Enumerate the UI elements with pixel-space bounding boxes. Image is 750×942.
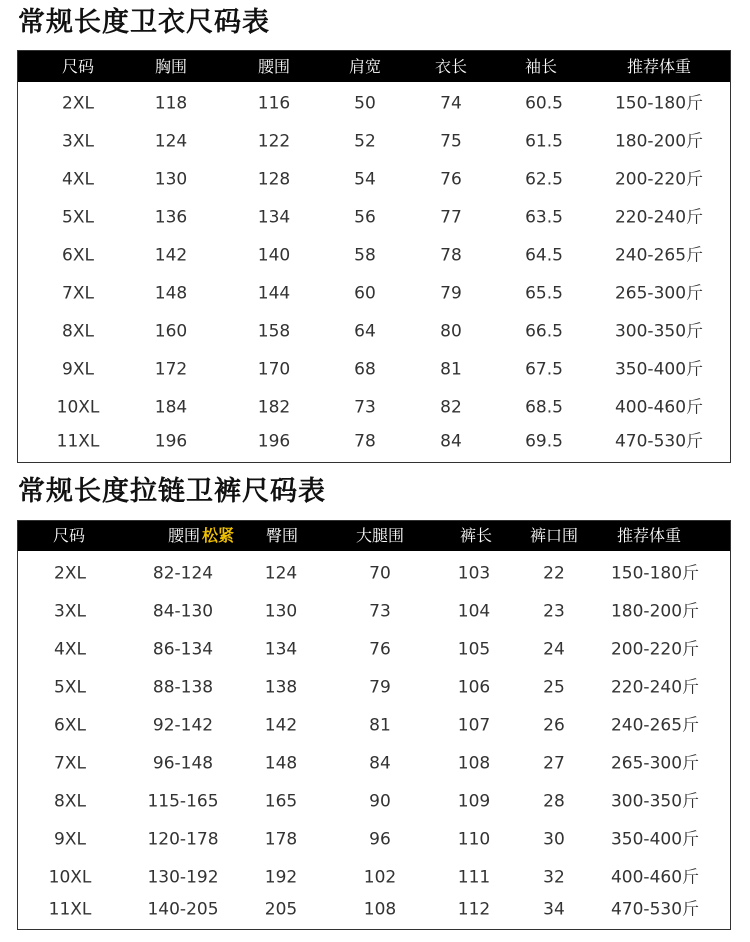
table-cell: 73	[369, 601, 391, 622]
table-cell: 30	[543, 829, 565, 850]
table-cell: 115-165	[147, 791, 219, 812]
column-header-label: 胸围	[154, 56, 188, 76]
table-cell: 34	[543, 899, 565, 920]
table-cell: 63.5	[525, 207, 563, 228]
table-cell: 64	[354, 321, 376, 342]
table-cell: 62.5	[525, 169, 563, 190]
column-header	[168, 528, 234, 544]
table-cell: 77	[440, 207, 462, 228]
table-cell: 3XL	[62, 131, 94, 152]
table-cell: 7XL	[54, 753, 86, 774]
hoodie-size-table	[17, 50, 731, 463]
column-header-label: 袖长	[524, 56, 558, 76]
table-cell: 103	[457, 563, 491, 584]
table-cell: 265-300斤	[614, 283, 704, 304]
pants-table-header	[18, 521, 730, 551]
table-cell: 148	[264, 753, 298, 774]
table-cell: 105	[457, 639, 491, 660]
table-cell: 90	[369, 791, 391, 812]
table-cell: 75	[440, 131, 462, 152]
table-cell: 108	[457, 753, 491, 774]
pants-size-chart-title: 常规长度拉链卫裤尺码表	[18, 476, 326, 507]
table-cell: 61.5	[525, 131, 563, 152]
table-cell: 74	[440, 93, 462, 114]
table-cell: 73	[354, 397, 376, 418]
table-cell: 400-460斤	[614, 397, 704, 418]
table-cell: 300-350斤	[614, 321, 704, 342]
table-cell: 150-180斤	[610, 563, 700, 584]
table-cell: 130	[154, 169, 188, 190]
table-cell: 84	[440, 431, 462, 452]
table-cell: 60	[354, 283, 376, 304]
table-cell: 67.5	[525, 359, 563, 380]
table-cell: 134	[257, 207, 291, 228]
column-header-label: 腰围	[167, 526, 200, 545]
column-header-label: 肩宽	[348, 56, 382, 76]
column-header	[53, 528, 85, 544]
table-cell: 81	[440, 359, 462, 380]
table-cell: 118	[154, 93, 188, 114]
column-header	[626, 56, 692, 76]
table-cell: 82-124	[152, 563, 214, 584]
table-cell: 81	[369, 715, 391, 736]
table-cell: 158	[257, 321, 291, 342]
table-cell: 78	[354, 431, 376, 452]
table-cell: 78	[440, 245, 462, 266]
table-cell: 69.5	[525, 431, 563, 452]
table-cell: 6XL	[54, 715, 86, 736]
table-cell: 106	[457, 677, 491, 698]
table-cell: 124	[264, 563, 298, 584]
table-cell: 220-240斤	[610, 677, 700, 698]
column-header-label: 衣长	[434, 56, 468, 76]
table-cell: 196	[257, 431, 291, 452]
table-cell: 240-265斤	[610, 715, 700, 736]
table-cell: 144	[257, 283, 291, 304]
table-cell: 79	[369, 677, 391, 698]
table-cell: 142	[264, 715, 298, 736]
column-header-label: 裤口围	[529, 526, 579, 545]
column-header-label: 大腿围	[355, 526, 405, 545]
table-cell: 130	[264, 601, 298, 622]
table-cell: 180-200斤	[614, 131, 704, 152]
table-cell: 160	[154, 321, 188, 342]
table-cell: 60.5	[525, 93, 563, 114]
table-cell: 148	[154, 283, 188, 304]
hoodie-size-chart-title: 常规长度卫衣尺码表	[18, 7, 270, 38]
column-header	[524, 56, 558, 76]
table-cell: 108	[363, 899, 397, 920]
table-cell: 124	[154, 131, 188, 152]
column-header	[61, 56, 95, 76]
table-cell: 178	[264, 829, 298, 850]
table-cell: 80	[440, 321, 462, 342]
table-cell: 192	[264, 867, 298, 888]
table-cell: 2XL	[54, 563, 86, 584]
table-cell: 9XL	[54, 829, 86, 850]
hoodie-table-header	[18, 51, 730, 82]
table-cell: 11XL	[48, 899, 92, 920]
column-header	[348, 56, 382, 76]
table-cell: 470-530斤	[614, 431, 704, 452]
table-cell: 140-205	[147, 899, 219, 920]
table-cell: 107	[457, 715, 491, 736]
table-cell: 64.5	[525, 245, 563, 266]
table-cell: 111	[457, 867, 491, 888]
table-cell: 10XL	[48, 867, 92, 888]
table-cell: 24	[543, 639, 565, 660]
table-cell: 130-192	[147, 867, 219, 888]
table-cell: 400-460斤	[610, 867, 700, 888]
table-cell: 6XL	[62, 245, 94, 266]
table-cell: 102	[363, 867, 397, 888]
table-cell: 65.5	[525, 283, 563, 304]
table-cell: 196	[154, 431, 188, 452]
table-cell: 138	[264, 677, 298, 698]
table-cell: 54	[354, 169, 376, 190]
table-cell: 84-130	[152, 601, 214, 622]
table-cell: 240-265斤	[614, 245, 704, 266]
table-cell: 9XL	[62, 359, 94, 380]
table-cell: 122	[257, 131, 291, 152]
column-header	[266, 528, 298, 544]
table-cell: 86-134	[152, 639, 214, 660]
pants-size-table	[17, 520, 731, 930]
table-cell: 76	[369, 639, 391, 660]
table-cell: 112	[457, 899, 491, 920]
table-cell: 220-240斤	[614, 207, 704, 228]
table-cell: 109	[457, 791, 491, 812]
table-cell: 128	[257, 169, 291, 190]
table-cell: 68	[354, 359, 376, 380]
table-cell: 2XL	[62, 93, 94, 114]
column-header	[617, 528, 681, 544]
table-cell: 8XL	[54, 791, 86, 812]
table-cell: 56	[354, 207, 376, 228]
column-header	[530, 528, 578, 544]
table-cell: 96	[369, 829, 391, 850]
table-cell: 4XL	[54, 639, 86, 660]
table-cell: 96-148	[152, 753, 214, 774]
table-cell: 150-180斤	[614, 93, 704, 114]
table-cell: 350-400斤	[610, 829, 700, 850]
table-cell: 170	[257, 359, 291, 380]
column-header	[434, 56, 468, 76]
table-cell: 27	[543, 753, 565, 774]
table-cell: 200-220斤	[610, 639, 700, 660]
table-cell: 10XL	[56, 397, 100, 418]
table-cell: 205	[264, 899, 298, 920]
column-header	[257, 56, 291, 76]
table-cell: 25	[543, 677, 565, 698]
table-cell: 92-142	[152, 715, 214, 736]
column-header-label: 推荐体重	[626, 56, 692, 76]
table-cell: 265-300斤	[610, 753, 700, 774]
column-header-label: 尺码	[52, 526, 86, 545]
table-cell: 140	[257, 245, 291, 266]
table-cell: 104	[457, 601, 491, 622]
table-cell: 88-138	[152, 677, 214, 698]
table-cell: 26	[543, 715, 565, 736]
table-cell: 76	[440, 169, 462, 190]
table-cell: 184	[154, 397, 188, 418]
table-cell: 68.5	[525, 397, 563, 418]
table-cell: 28	[543, 791, 565, 812]
table-cell: 110	[457, 829, 491, 850]
table-cell: 11XL	[56, 431, 100, 452]
table-cell: 23	[543, 601, 565, 622]
elastic-highlight-label: 松紧	[202, 526, 235, 545]
table-cell: 5XL	[54, 677, 86, 698]
table-cell: 300-350斤	[610, 791, 700, 812]
column-header-label: 推荐体重	[616, 526, 682, 545]
column-header-label: 裤长	[459, 526, 493, 545]
table-cell: 70	[369, 563, 391, 584]
table-cell: 116	[257, 93, 291, 114]
column-header	[154, 56, 188, 76]
table-cell: 134	[264, 639, 298, 660]
table-cell: 22	[543, 563, 565, 584]
table-cell: 4XL	[62, 169, 94, 190]
table-cell: 32	[543, 867, 565, 888]
table-cell: 120-178	[147, 829, 219, 850]
table-cell: 84	[369, 753, 391, 774]
column-header-label: 腰围	[257, 56, 291, 76]
table-cell: 165	[264, 791, 298, 812]
table-cell: 82	[440, 397, 462, 418]
table-cell: 3XL	[54, 601, 86, 622]
table-cell: 350-400斤	[614, 359, 704, 380]
table-cell: 7XL	[62, 283, 94, 304]
table-cell: 58	[354, 245, 376, 266]
column-header	[460, 528, 492, 544]
table-cell: 200-220斤	[614, 169, 704, 190]
table-cell: 142	[154, 245, 188, 266]
table-cell: 66.5	[525, 321, 563, 342]
table-cell: 50	[354, 93, 376, 114]
table-cell: 79	[440, 283, 462, 304]
column-header	[356, 528, 404, 544]
table-cell: 172	[154, 359, 188, 380]
table-cell: 180-200斤	[610, 601, 700, 622]
table-cell: 52	[354, 131, 376, 152]
table-cell: 8XL	[62, 321, 94, 342]
column-header-label: 尺码	[61, 56, 95, 76]
table-cell: 136	[154, 207, 188, 228]
table-cell: 470-530斤	[610, 899, 700, 920]
column-header-label: 臀围	[265, 526, 299, 545]
table-cell: 5XL	[62, 207, 94, 228]
table-cell: 182	[257, 397, 291, 418]
